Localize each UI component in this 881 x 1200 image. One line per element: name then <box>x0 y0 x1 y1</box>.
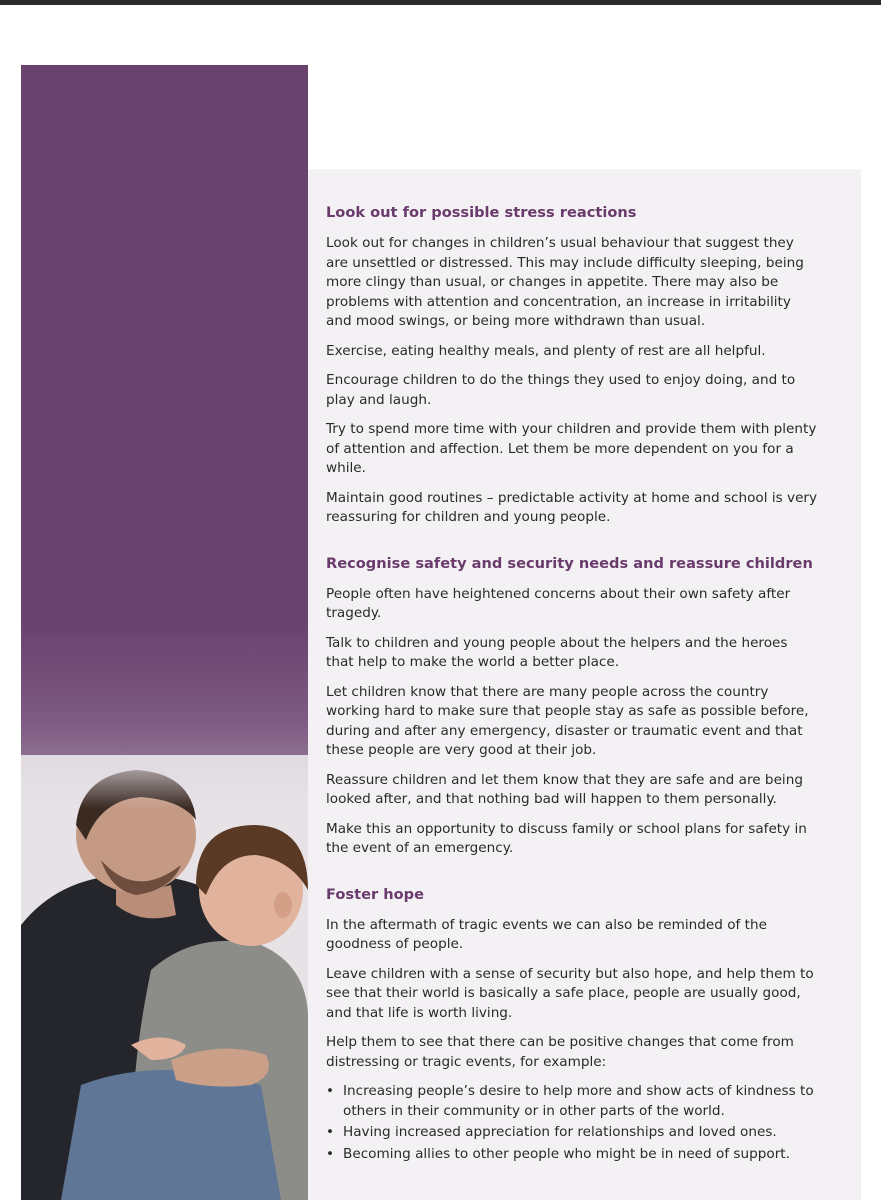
paragraph: Exercise, eating healthy meals, and plenty of rest are all helpful. <box>326 342 766 359</box>
article-content <box>326 203 818 1190</box>
list-item-text: Having increased appreciation for relationships and loved ones. <box>343 1124 777 1140</box>
paragraph: Maintain good routines – predictable activity at home and school is very reassuring for children and young people. <box>326 489 818 525</box>
section-heading: Recognise safety and security needs and reassure children <box>326 554 813 572</box>
paragraph: Make this an opportunity to discuss family or school plans for safety in the event of an emergency. <box>326 820 807 856</box>
list-item <box>326 1082 818 1121</box>
paragraph: Look out for changes in children’s usual behaviour that suggest they are unsettled or distressed. This may include difficulty sleeping, being more clingy than usual, or changes in appetite. There may also be problems with attention and concentration, an increase in irritability and mood swings, or being more withdrawn than usual. <box>326 235 804 329</box>
paragraph: Reassure children and let them know that they are safe and are being looked after, and that nothing bad will happen to them personally. <box>326 771 803 807</box>
section-foster-hope <box>326 885 818 1165</box>
paragraph: Encourage children to do the things they used to enjoy doing, and to play and laugh. <box>326 372 796 408</box>
paragraph: Talk to children and young people about the helpers and the heroes that help to make the world a better place. <box>326 634 788 670</box>
paragraph: In the aftermath of tragic events we can also be reminded of the goodness of people. <box>326 916 767 952</box>
section-stress-reactions <box>326 203 818 528</box>
paragraph: Let children know that there are many people across the country working hard to make sure that people stay as safe as possible before, during and after any emergency, disaster or traumatic event and that these people are very good at their job. <box>326 683 809 758</box>
bullet-icon: • <box>326 1145 335 1162</box>
paragraph: Help them to see that there can be positive changes that come from distressing or tragic events, for example: <box>326 1034 794 1070</box>
section-heading: Look out for possible stress reactions <box>326 204 637 221</box>
section-heading: Foster hope <box>326 885 425 903</box>
paragraph: Leave children with a sense of security but also hope, and help them to see that their world is basically a safe place, people are usually good, and that life is worth living. <box>326 965 814 1021</box>
side-panel <box>21 65 308 1200</box>
paragraph: Try to spend more time with your children and provide them with plenty of attention and affection. Let them be more dependent on you for a while. <box>326 421 817 476</box>
bullet-icon: • <box>326 1083 335 1099</box>
list-item-text: Increasing people’s desire to help more and show acts of kindness to others in their community or in other parts of the world. <box>343 1083 814 1119</box>
top-rule <box>0 0 881 5</box>
bullet-icon: • <box>326 1124 335 1140</box>
paragraph: People often have heightened concerns about their own safety after tragedy. <box>326 585 791 621</box>
list-item <box>326 1145 818 1165</box>
father-and-child-photo <box>21 755 308 1200</box>
list-item-text: Becoming allies to other people who might be in need of support. <box>343 1145 790 1162</box>
list-item <box>326 1123 818 1143</box>
bullet-list <box>326 1082 818 1164</box>
section-safety-security <box>326 554 818 859</box>
